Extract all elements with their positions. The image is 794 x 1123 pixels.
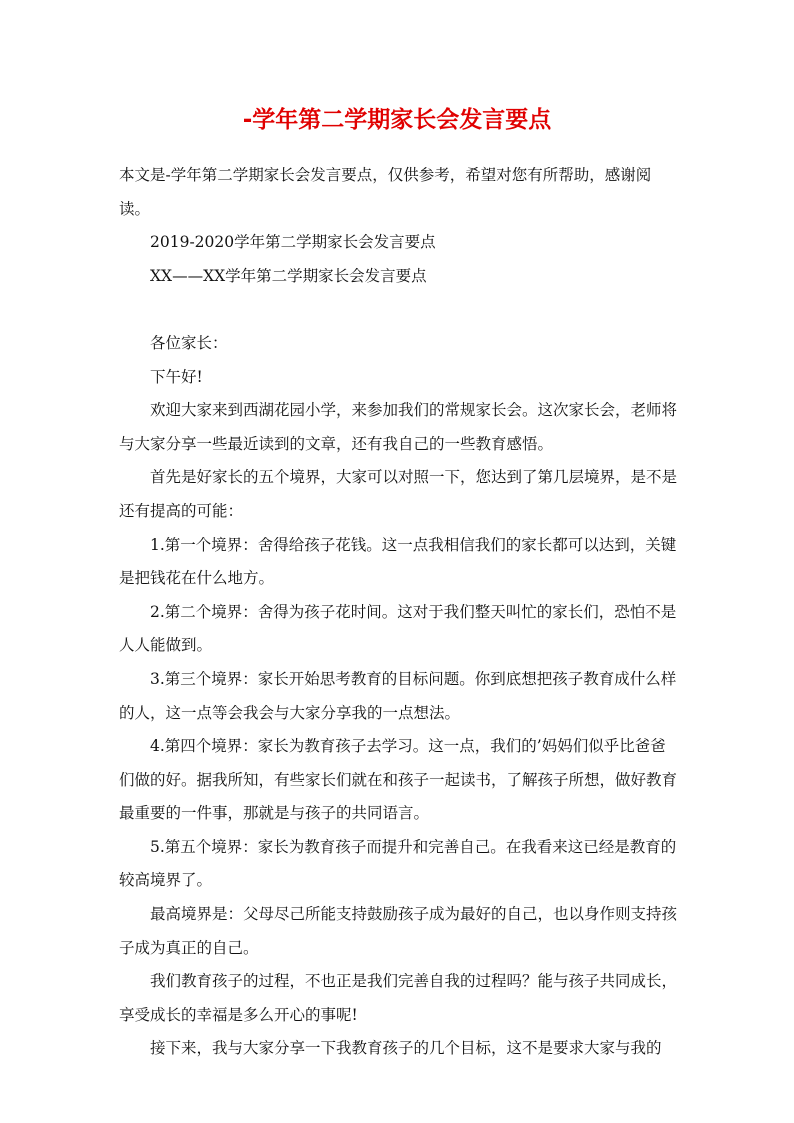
- body-paragraph: 1.第一个境界：舍得给孩子花钱。这一点我相信我们的家长都可以达到，关键是把钱花在什么地方。: [119, 535, 677, 588]
- body-paragraph: 2.第二个境界：舍得为孩子花时间。这对于我们整天叫忙的家长们，恐怕不是人人能做到。: [119, 602, 677, 655]
- body-paragraph: 我们教育孩子的过程，不也正是我们完善自我的过程吗？能与孩子共同成长，享受成长的幸福是多么开心的事呢!: [119, 972, 678, 1024]
- body-paragraph: 首先是好家长的五个境界，大家可以对照一下，您达到了第几层境界，是不是还有提高的可能：: [119, 468, 678, 520]
- greeting-line: 各位家长：: [150, 333, 228, 352]
- intro-paragraph: 本文是-学年第二学期家长会发言要点，仅供参考，希望对您有所帮助，感谢阅读。: [119, 166, 652, 218]
- body-paragraph: 欢迎大家来到西湖花园小学，来参加我们的常规家长会。这次家长会，老师将与大家分享一些最近读到的文章，还有我自己的一些教育感悟。: [119, 401, 678, 453]
- blank-line: [119, 293, 681, 327]
- body-paragraph: 5.第五个境界：家长为教育孩子而提升和完善自己。在我看来这已经是教育的较高境界了。: [119, 837, 677, 890]
- subtitle-line-1: 2019-2020学年第二学期家长会发言要点: [150, 233, 436, 252]
- body-paragraph: 接下来，我与大家分享一下我教育孩子的几个目标，这不是要求大家与我的: [150, 1039, 662, 1058]
- salutation-line: 下午好!: [150, 367, 203, 386]
- body-paragraph: 最高境界是：父母尽己所能支持鼓励孩子成为最好的自己，也以身作则支持孩子成为真正的自己。: [119, 905, 678, 957]
- body-paragraph: 4.第四个境界：家长为教育孩子去学习。这一点，我们的’妈妈们似乎比爸爸们做的好。据我所知，有些家长们就在和孩子一起读书，了解孩子所想，做好教育最重要的一件事，那就是与孩子的共同语言。: [119, 737, 678, 823]
- body-paragraph: 3.第三个境界：家长开始思考教育的目标问题。你到底想把孩子教育成什么样的人，这一点等会我会与大家分享我的一点想法。: [119, 669, 677, 722]
- document-body: [119, 159, 681, 1066]
- document-title: -学年第二学期家长会发言要点: [242, 107, 552, 133]
- subtitle-line-2: XX——XX学年第二学期家长会发言要点: [150, 266, 427, 285]
